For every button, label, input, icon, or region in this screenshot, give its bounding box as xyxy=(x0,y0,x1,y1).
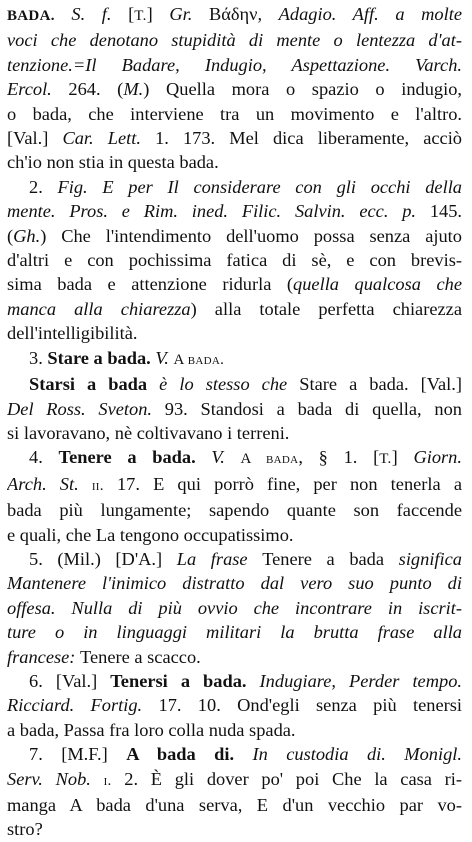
text-line xyxy=(7,397,462,421)
text-line xyxy=(7,596,462,620)
text-run: Gr. xyxy=(169,4,209,24)
text-line xyxy=(7,669,462,693)
text-run: 145. xyxy=(416,201,462,222)
text-run: ( xyxy=(7,225,14,246)
text-run: Starsi a bada xyxy=(29,374,148,395)
text-line xyxy=(7,817,462,841)
text-run: i. xyxy=(103,772,112,789)
text-run: Del Ross. Sveton. xyxy=(7,398,153,419)
text-run: offesa. Nulla di più ovvio che incontrare in iscrit- xyxy=(7,597,462,618)
text-run: Tenere a bada xyxy=(262,548,399,569)
text-line xyxy=(7,645,462,669)
text-run: Giorn. xyxy=(413,447,462,468)
text-line xyxy=(7,199,462,223)
text-line xyxy=(7,571,462,595)
text-run: Stare a bada. [Val.] xyxy=(299,374,462,395)
text-line xyxy=(7,297,462,321)
text-line xyxy=(7,498,462,522)
text-run xyxy=(91,769,104,789)
text-run: manga A bada d'una serva, E d'un vecchio par vo- xyxy=(7,795,462,815)
text-run: ture o in linguaggi militari la brutta frase alla xyxy=(7,622,462,643)
text-run: 17. E qui porrò fine, per non tenerla a xyxy=(103,473,462,494)
text-run: Tenere a scacco. xyxy=(80,646,201,667)
text-run: ) Che l'intendimento dell'uomo possa senza ajuto xyxy=(40,225,462,246)
text-run: 4. xyxy=(29,447,59,468)
text-run: 7. [M.F.] xyxy=(29,744,127,765)
text-run: 2. È gli dover po' poi Che la casa ri- xyxy=(111,768,462,789)
text-run: Βάδην xyxy=(208,4,258,24)
text-line xyxy=(7,28,462,52)
text-line xyxy=(7,175,462,199)
text-run: Tenere a bada. xyxy=(58,447,196,468)
text-line xyxy=(7,372,462,396)
text-run: Gh. xyxy=(13,225,41,246)
text-line xyxy=(7,620,462,644)
text-run: stro? xyxy=(7,819,43,840)
text-line xyxy=(7,150,462,174)
text-run: ] xyxy=(391,447,414,468)
text-run: 93. Standosi a bada di quella, non xyxy=(152,398,462,419)
text-line xyxy=(7,445,462,471)
text-line xyxy=(7,793,462,817)
text-run: e quali, che La tengono occupatissimo. xyxy=(7,524,294,545)
text-run: V. xyxy=(150,347,174,368)
text-line xyxy=(7,272,462,296)
text-run: A bada xyxy=(240,451,299,468)
text-run: Indugiare, Perder tempo. xyxy=(246,670,462,691)
text-run: francese: xyxy=(7,646,81,667)
text-run: ii. xyxy=(91,477,104,494)
text-run: Serv. Nob. xyxy=(7,768,91,789)
text-run: BADA. xyxy=(7,8,55,24)
text-line xyxy=(7,2,462,28)
text-run: Arch. St. xyxy=(7,473,79,494)
text-run: 5. (Mil.) [D'A.] xyxy=(29,548,177,569)
text-line xyxy=(7,421,462,445)
text-run: d'altri e con pochissima fatica di sè, e con brevis- xyxy=(7,250,462,271)
text-run: M. xyxy=(123,79,144,100)
text-run: Car. Lett. xyxy=(62,128,141,149)
text-line xyxy=(7,547,462,571)
text-line xyxy=(7,346,462,372)
text-line xyxy=(7,126,462,150)
text-run: S. f. xyxy=(54,4,129,24)
text-run: sima bada e attenzione ridurla ( xyxy=(7,274,294,295)
text-run: ] xyxy=(146,4,170,24)
text-run: dell'intelligibilità. xyxy=(7,323,138,344)
text-line xyxy=(7,523,462,547)
text-line xyxy=(7,102,462,126)
text-run: 2. xyxy=(29,176,58,197)
text-run xyxy=(79,474,92,494)
text-line xyxy=(7,693,462,717)
text-line xyxy=(7,742,462,766)
text-line xyxy=(7,77,462,101)
text-run: è lo stesso che xyxy=(147,374,300,395)
text-run: T. xyxy=(379,451,392,468)
text-run: [Val.] xyxy=(7,128,63,149)
text-run: 264. ( xyxy=(68,79,124,100)
text-run: tenzione.=Il Badare, Indugio, Aspettazione. Varch. xyxy=(7,54,462,75)
text-run: 3. xyxy=(29,347,48,368)
text-run: 6. [Val.] xyxy=(29,670,111,691)
text-run: Tenersi a bada. xyxy=(110,670,247,691)
text-run: La frase xyxy=(176,548,263,569)
text-run: bada più lungamente; sapendo quante son faccende xyxy=(7,500,462,521)
text-run: 17. 10. Ond'egli senza più tenersi xyxy=(142,695,462,716)
text-line xyxy=(7,53,462,77)
text-run: si lavoravano, nè coltivavano i terreni. xyxy=(7,422,290,443)
text-run: voci che denotano stupidità di mente o lentezza d'at- xyxy=(7,30,462,51)
text-run: mente. Pros. e Rim. ined. Filic. Salvin. ecc. p. xyxy=(7,201,417,222)
text-run: a bada, Passa fra loro colla nuda spada. xyxy=(7,719,296,740)
text-run: Ercol. xyxy=(7,79,69,100)
text-line xyxy=(7,224,462,248)
text-run: T. xyxy=(134,8,147,24)
text-run: A bada. xyxy=(173,351,225,368)
text-run: manca alla chiarezza xyxy=(7,298,191,319)
text-run: ) Quella mora o spazio o indugio, xyxy=(143,79,462,100)
text-line xyxy=(7,321,462,345)
text-run: ch'io non stia in questa bada. xyxy=(7,152,219,173)
text-run: [ xyxy=(128,4,135,24)
text-run: In custodia di. Monigl. xyxy=(234,744,462,765)
text-run: quella qualcosa che xyxy=(293,274,462,295)
text-run: Ricciard. Fortig. xyxy=(7,695,143,716)
text-run: ) alla totale perfetta chiarezza xyxy=(190,298,462,319)
text-run: Stare a bada. xyxy=(47,347,151,368)
text-run: A bada di. xyxy=(126,744,235,765)
text-line xyxy=(7,472,462,498)
text-run: 1. 173. Mel dica liberamente, acciò xyxy=(140,128,462,149)
text-line xyxy=(7,767,462,793)
text-line xyxy=(7,248,462,272)
text-run: V. xyxy=(195,447,241,468)
text-run: significa xyxy=(398,548,462,569)
text-run: Fig. E per Il considerare con gli occhi della xyxy=(57,176,462,197)
text-run: , § 1. [ xyxy=(298,447,380,468)
text-run: , Adagio. Aff. a molte xyxy=(257,4,462,24)
text-run: o bada, che interviene tra un movimento e l'altro. xyxy=(7,103,462,124)
text-run: Mantenere l'inimico distratto dal vero suo punto di xyxy=(7,573,462,594)
